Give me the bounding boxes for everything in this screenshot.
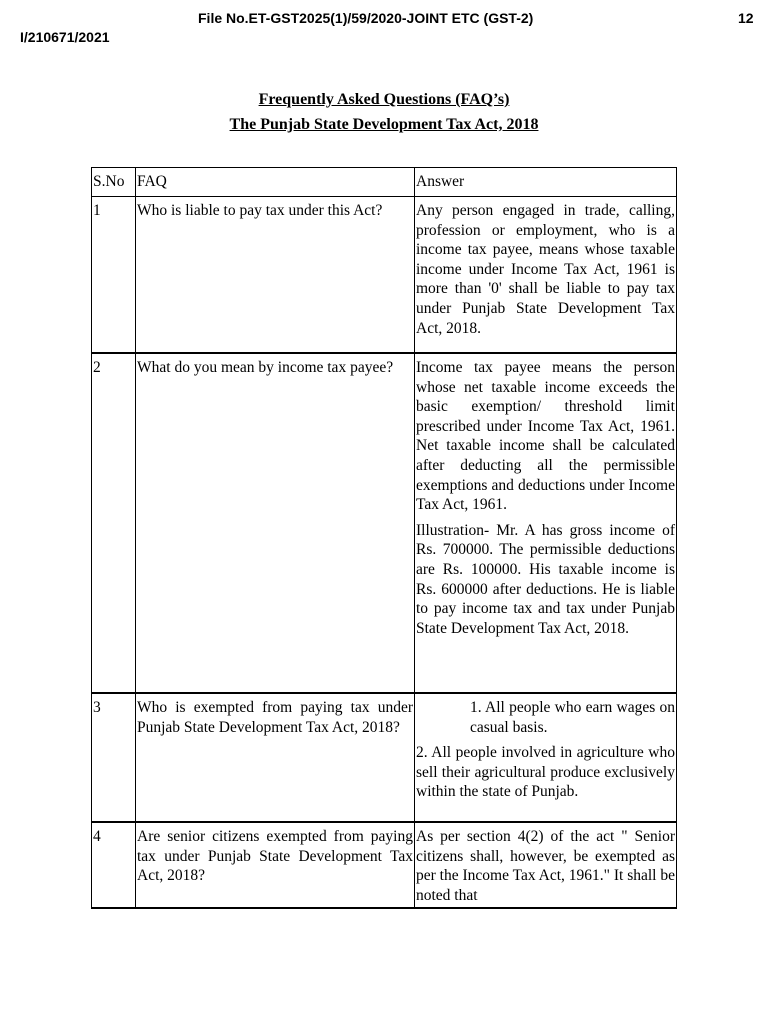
row-answer [415,822,677,908]
row-sno: 3 [92,693,136,822]
row-question: Who is exempted from paying tax under Punjab State Development Tax Act, 2018? [136,693,415,822]
row-answer [415,353,677,693]
page-subtitle: The Punjab State Development Tax Act, 2018 [229,116,539,133]
row-question: Are senior citizens exempted from paying tax under Punjab State Development Tax Act, 2018? [136,822,415,908]
faq-table [91,167,677,909]
row-sno: 1 [92,197,136,354]
answer-paragraph: Income tax payee means the person whose net taxable income exceeds the basic exemption/ threshold limit prescribed under Income Tax Act, 1961. Net taxable income shall be calculated after deducting all the permissible exemptions and deductions under Income Tax Act, 1961. [416,359,675,514]
column-header-answer: Answer [415,168,677,197]
page-title: Frequently Asked Questions (FAQ’s) [258,91,510,108]
table-header-row [92,168,677,197]
file-number: File No.ET-GST2025(1)/59/2020-JOINT ETC (GST-2) [198,10,534,26]
answer-paragraph: Any person engaged in trade, calling, profession or employment, who is a income tax payee, means whose taxable income under Income Tax Act, 1961 is more than '0' shall be liable to pay tax under Punjab State Development Tax Act, 2018. [416,202,675,337]
table-row [92,693,677,822]
reference-number: I/210671/2021 [20,29,110,45]
row-sno: 2 [92,353,136,693]
table-row [92,822,677,908]
row-sno: 4 [92,822,136,908]
answer-paragraph: As per section 4(2) of the act " Senior citizens shall, however, be exempted as per the Income Tax Act, 1961." It shall be noted that [416,828,675,904]
answer-list-item: 1. All people who earn wages on casual basis. [470,699,675,736]
row-question: What do you mean by income tax payee? [136,353,415,693]
table-row [92,353,677,693]
table-row [92,197,677,354]
answer-illustration: Illustration- Mr. A has gross income of Rs. 700000. The permissible deductions are Rs. 100000. His taxable income is Rs. 600000 after deductions. He is liable to pay income tax and tax under Punjab State Development Tax Act, 2018. [416,521,675,637]
column-header-sno: S.No [92,168,136,197]
answer-list-item: 2. All people involved in agriculture who sell their agricultural produce exclusively within the state of Punjab. [416,744,675,801]
column-header-faq: FAQ [136,168,415,197]
page-number: 12 [738,10,754,26]
row-answer [415,693,677,822]
row-question: Who is liable to pay tax under this Act? [136,197,415,354]
row-answer [415,197,677,354]
